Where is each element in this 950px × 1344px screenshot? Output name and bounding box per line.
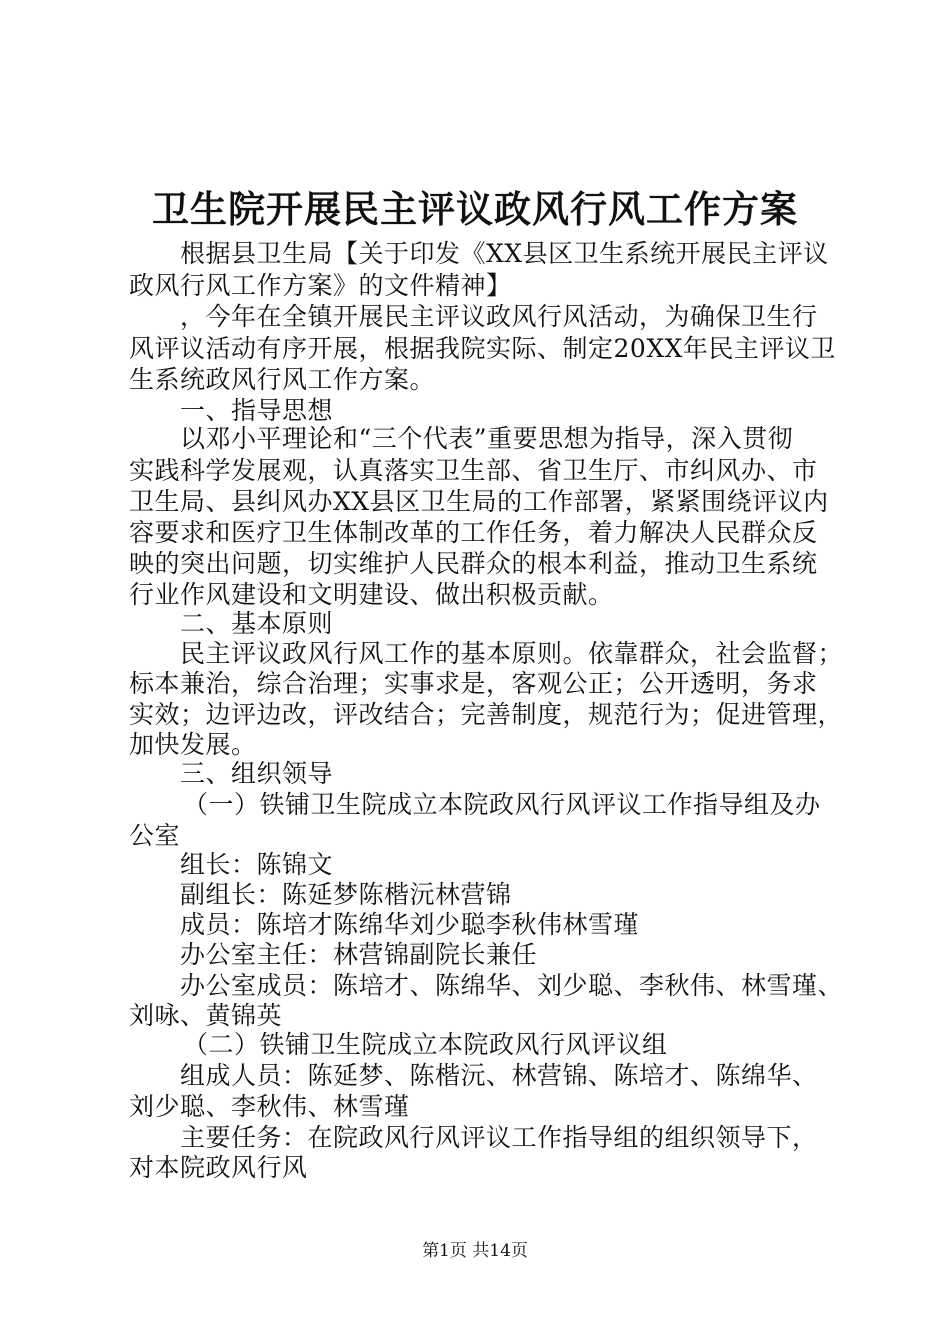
page-number: 第1页 共14页 [422, 1241, 528, 1261]
paragraph-line: 办公室成员：陈培才、陈绵华、刘少聪、李秋伟、林雪瑾、 [180, 971, 844, 1000]
paragraph-line: 组成人员：陈延梦、陈楷沅、林营锦、陈培才、陈绵华、 [180, 1061, 818, 1090]
paragraph-line: 对本院政风行风 [129, 1153, 308, 1182]
paragraph-line: 民主评议政风行风工作的基本原则。依靠群众，社会监督； [180, 639, 844, 668]
paragraph-line: ，今年在全镇开展民主评议政风行风活动，为确保卫生行 [180, 302, 818, 331]
paragraph-line: 卫生局、县纠风办XX县区卫生局的工作部署，紧紧围绕评议内 [129, 487, 829, 516]
paragraph-line: 根据县卫生局【关于印发《XX县区卫生系统开展民主评议 [180, 239, 829, 268]
paragraph-line: 行业作风建设和文明建设、做出积极贡献。 [129, 580, 614, 609]
paragraph-line: 公室 [129, 821, 181, 850]
paragraph-line: （一）铁铺卫生院成立本院政风行风评议工作指导组及办 [183, 790, 821, 819]
paragraph-line: 容要求和医疗卫生体制改革的工作任务，着力解决人民群众反 [129, 518, 818, 547]
document-title: 卫生院开展民主评议政风行风工作方案 [152, 187, 798, 231]
paragraph-line: 刘咏、黄锦英 [129, 1001, 283, 1030]
paragraph-line: 成员：陈培才陈绵华刘少聪李秋伟林雪瑾 [180, 910, 640, 939]
section-heading: 三、组织领导 [180, 759, 334, 788]
paragraph-line: 政风行风工作方案》的文件精神】 [129, 271, 512, 300]
section-heading: 一、指导思想 [180, 396, 334, 425]
paragraph-line: 办公室主任：林营锦副院长兼任 [180, 940, 538, 969]
paragraph-line: 以邓小平理论和“三个代表”重要思想为指导，深入贯彻 [180, 424, 794, 453]
paragraph-line: 实效；边评边改，评改结合；完善制度，规范行为；促进管理， [129, 700, 844, 729]
section-heading: 二、基本原则 [180, 609, 334, 638]
paragraph-line: 副组长：陈延梦陈楷沅林营锦 [180, 880, 512, 909]
paragraph-line: 生系统政风行风工作方案。 [129, 365, 436, 394]
paragraph-line: 组长：陈锦文 [180, 850, 334, 879]
paragraph-line: （二）铁铺卫生院成立本院政风行风评议组 [183, 1030, 668, 1059]
paragraph-line: 实践科学发展观，认真落实卫生部、省卫生厅、市纠风办、市 [129, 456, 818, 485]
paragraph-line: 标本兼治，综合治理；实事求是，客观公正；公开透明，务求 [129, 669, 818, 698]
paragraph-line: 映的突出问题，切实维护人民群众的根本利益，推动卫生系统 [129, 549, 818, 578]
paragraph-line: 刘少聪、李秋伟、林雪瑾 [129, 1092, 410, 1121]
paragraph-line: 主要任务：在院政风行风评议工作指导组的组织领导下， [180, 1123, 818, 1152]
paragraph-line: 加快发展。 [129, 730, 257, 759]
paragraph-line: 风评议活动有序开展，根据我院实际、制定20XX年民主评议卫 [129, 334, 836, 363]
